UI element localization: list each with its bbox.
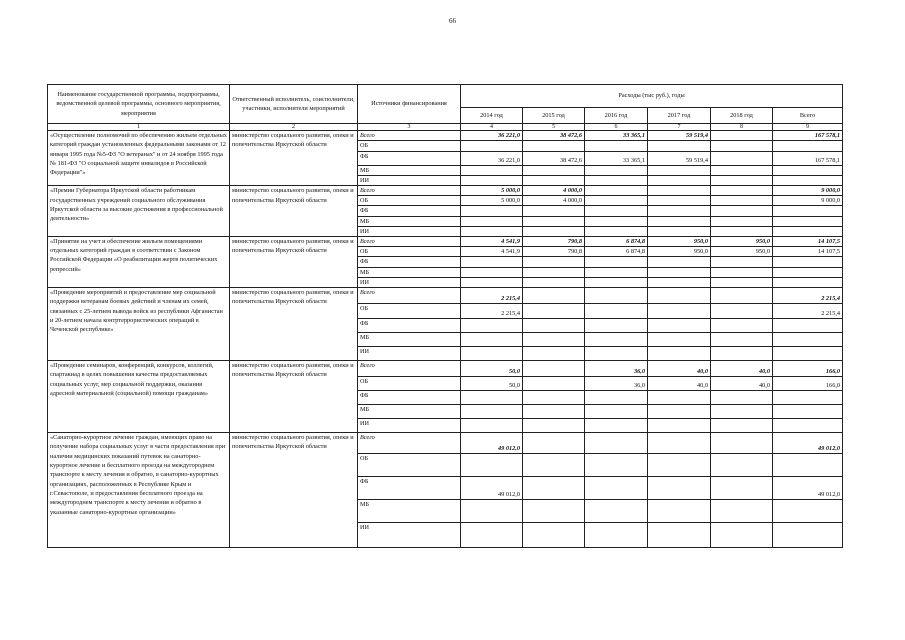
total-cell bbox=[773, 141, 843, 152]
amount-cell bbox=[648, 405, 711, 419]
amount-cell bbox=[585, 391, 648, 405]
table-row bbox=[48, 433, 843, 454]
amount-cell bbox=[648, 288, 711, 304]
amount-cell bbox=[711, 256, 773, 267]
total-cell: 166,0 bbox=[773, 361, 843, 377]
amount-cell bbox=[461, 278, 523, 288]
executor: министерство социального развития, опеки и попечительства Иркутской области bbox=[230, 131, 358, 186]
total-cell: 49 012,0 bbox=[773, 477, 843, 500]
amount-cell bbox=[711, 176, 773, 186]
funding-source: ИИ bbox=[358, 523, 461, 548]
amount-cell: 950,0 bbox=[711, 246, 773, 256]
amount-cell: 4 541,9 bbox=[461, 236, 523, 246]
total-cell bbox=[773, 278, 843, 288]
header-total: Всего bbox=[773, 108, 843, 124]
amount-cell: 4 000,0 bbox=[523, 196, 585, 206]
amount-cell: 33 365,1 bbox=[585, 152, 648, 166]
amount-cell bbox=[648, 176, 711, 186]
amount-cell bbox=[648, 391, 711, 405]
program-name: «Премии Губернатора Иркутской области работникам государственных учреждений социального обслуживания Иркутской области за высокие достижения в профессиональной деятельности» bbox=[48, 186, 230, 236]
amount-cell bbox=[711, 347, 773, 361]
amount-cell bbox=[648, 256, 711, 267]
amount-cell bbox=[648, 319, 711, 333]
funding-source: ФБ bbox=[358, 256, 461, 267]
amount-cell bbox=[461, 347, 523, 361]
total-cell: 167 578,1 bbox=[773, 131, 843, 141]
funding-source: ИИ bbox=[358, 226, 461, 236]
amount-cell bbox=[711, 319, 773, 333]
expenditure-table bbox=[47, 84, 843, 548]
program-name: «Осуществление полномочий по обеспечению жильем отдельных категорий граждан установленных федеральными законами от 12 января 1995 года №5-ФЗ "О ветеранах" и от 24 ноября 1995 года № 181-ФЗ "О социальной защите инвалидов в Российской Федерации"» bbox=[48, 131, 230, 186]
header-executor: Ответственный исполнитель, соисполнители, участники, исполнители мероприятий bbox=[230, 85, 358, 124]
header-year: 2016 год bbox=[585, 108, 648, 124]
funding-source: ОБ bbox=[358, 377, 461, 391]
funding-source: МБ bbox=[358, 405, 461, 419]
funding-source: Всего bbox=[358, 186, 461, 196]
funding-source: МБ bbox=[358, 166, 461, 176]
amount-cell bbox=[711, 333, 773, 347]
amount-cell bbox=[523, 500, 585, 523]
amount-cell bbox=[711, 152, 773, 166]
amount-cell bbox=[523, 226, 585, 236]
column-number: 4 bbox=[461, 124, 523, 131]
total-cell bbox=[773, 267, 843, 277]
amount-cell bbox=[585, 256, 648, 267]
table-row bbox=[48, 288, 843, 304]
amount-cell bbox=[711, 500, 773, 523]
total-cell bbox=[773, 347, 843, 361]
amount-cell bbox=[585, 278, 648, 288]
amount-cell bbox=[523, 206, 585, 216]
amount-cell bbox=[585, 267, 648, 277]
amount-cell bbox=[711, 304, 773, 319]
total-cell bbox=[773, 454, 843, 477]
total-cell bbox=[773, 405, 843, 419]
amount-cell bbox=[523, 419, 585, 433]
amount-cell bbox=[648, 206, 711, 216]
amount-cell bbox=[648, 278, 711, 288]
total-cell bbox=[773, 500, 843, 523]
total-cell bbox=[773, 256, 843, 267]
amount-cell bbox=[585, 216, 648, 226]
amount-cell bbox=[461, 500, 523, 523]
amount-cell: 950,0 bbox=[711, 236, 773, 246]
amount-cell: 950,0 bbox=[648, 246, 711, 256]
program-name: «Проведение мероприятий и предоставление мер социальной поддержки ветеранам боевых действий и членам их семей, связанных с 25-летием вывода войск из республики Афганистан и 20-летием начала контртеррористических операций в Чеченской республике» bbox=[48, 288, 230, 361]
amount-cell bbox=[523, 304, 585, 319]
total-cell: 14 107,5 bbox=[773, 236, 843, 246]
executor: министерство социального развития, опеки и попечительства Иркутской области bbox=[230, 433, 358, 548]
amount-cell bbox=[711, 288, 773, 304]
amount-cell bbox=[523, 347, 585, 361]
amount-cell bbox=[523, 433, 585, 454]
column-number: 1 bbox=[48, 124, 230, 131]
funding-source: ФБ bbox=[358, 206, 461, 216]
total-cell: 9 000,0 bbox=[773, 196, 843, 206]
funding-source: Всего bbox=[358, 288, 461, 304]
amount-cell: 5 000,0 bbox=[461, 186, 523, 196]
amount-cell bbox=[648, 419, 711, 433]
amount-cell bbox=[461, 454, 523, 477]
total-cell bbox=[773, 319, 843, 333]
table-row bbox=[48, 131, 843, 141]
amount-cell bbox=[648, 454, 711, 477]
total-cell bbox=[773, 391, 843, 405]
amount-cell bbox=[585, 454, 648, 477]
amount-cell bbox=[461, 333, 523, 347]
amount-cell: 38 472,6 bbox=[523, 152, 585, 166]
header-funding-source: Источники финансирования bbox=[358, 85, 461, 124]
amount-cell: 5 000,0 bbox=[461, 196, 523, 206]
funding-source: ОБ bbox=[358, 246, 461, 256]
amount-cell: 40,0 bbox=[648, 361, 711, 377]
amount-cell bbox=[648, 523, 711, 548]
amount-cell bbox=[461, 391, 523, 405]
amount-cell bbox=[585, 319, 648, 333]
funding-source: Всего bbox=[358, 236, 461, 246]
total-cell: 9 000,0 bbox=[773, 186, 843, 196]
amount-cell: 50,0 bbox=[461, 361, 523, 377]
amount-cell bbox=[648, 267, 711, 277]
amount-cell: 40,0 bbox=[648, 377, 711, 391]
total-cell: 166,0 bbox=[773, 377, 843, 391]
amount-cell bbox=[461, 141, 523, 152]
funding-source: МБ bbox=[358, 216, 461, 226]
table-body bbox=[48, 131, 843, 548]
amount-cell bbox=[523, 454, 585, 477]
amount-cell bbox=[648, 304, 711, 319]
column-number: 5 bbox=[523, 124, 585, 131]
program-name: «Принятие на учет и обеспечение жильем помещениями отдельных категорий граждан в соответствии с Законом Российской Федерации «О реабилитации жертв политических репрессий» bbox=[48, 236, 230, 287]
amount-cell bbox=[585, 477, 648, 500]
executor: министерство социального развития, опеки и попечительства Иркутской области bbox=[230, 361, 358, 433]
executor: министерство социального развития, опеки и попечительства Иркутской области bbox=[230, 288, 358, 361]
amount-cell: 40,0 bbox=[711, 377, 773, 391]
amount-cell: 2 215,4 bbox=[461, 288, 523, 304]
amount-cell bbox=[648, 477, 711, 500]
amount-cell bbox=[711, 405, 773, 419]
amount-cell bbox=[461, 267, 523, 277]
total-cell: 167 578,1 bbox=[773, 152, 843, 166]
amount-cell bbox=[461, 176, 523, 186]
amount-cell bbox=[711, 391, 773, 405]
amount-cell bbox=[585, 166, 648, 176]
program-name: «Санаторно-курортное лечение граждан, имеющих право на получение набора социальных услуг в части предоставления при наличии медицинских показаний путевок на санаторно-курортное лечение и бесплатного проезда на междугороднем транспорте к месту лечения и обратно, в санаторно-курортных организациях, расположенных в Республике Крым и г.Севастополе, и предоставления бесплатного проезда на междугороднем транспорте к месту лечения и обратно в указанные санаторно-курортные организации» bbox=[48, 433, 230, 548]
header-year: 2015 год bbox=[523, 108, 585, 124]
amount-cell: 36 221,0 bbox=[461, 131, 523, 141]
amount-cell bbox=[461, 226, 523, 236]
funding-source: ОБ bbox=[358, 141, 461, 152]
funding-source: ИИ bbox=[358, 176, 461, 186]
amount-cell: 36 221,0 bbox=[461, 152, 523, 166]
table-row bbox=[48, 186, 843, 196]
amount-cell: 59 519,4 bbox=[648, 152, 711, 166]
amount-cell bbox=[523, 405, 585, 419]
amount-cell bbox=[648, 347, 711, 361]
total-cell bbox=[773, 206, 843, 216]
amount-cell bbox=[461, 405, 523, 419]
amount-cell bbox=[711, 186, 773, 196]
amount-cell bbox=[648, 333, 711, 347]
amount-cell: 2 215,4 bbox=[461, 304, 523, 319]
amount-cell bbox=[523, 176, 585, 186]
amount-cell bbox=[648, 216, 711, 226]
total-cell bbox=[773, 226, 843, 236]
amount-cell bbox=[585, 405, 648, 419]
amount-cell: 50,0 bbox=[461, 377, 523, 391]
total-cell: 2 215,4 bbox=[773, 304, 843, 319]
header-year: 2017 год bbox=[648, 108, 711, 124]
executor: министерство социального развития, опеки и попечительства Иркутской области bbox=[230, 186, 358, 236]
amount-cell bbox=[461, 319, 523, 333]
funding-source: ФБ bbox=[358, 391, 461, 405]
amount-cell bbox=[523, 361, 585, 377]
amount-cell bbox=[585, 419, 648, 433]
amount-cell: 790,8 bbox=[523, 246, 585, 256]
amount-cell bbox=[711, 196, 773, 206]
amount-cell bbox=[461, 419, 523, 433]
amount-cell bbox=[523, 319, 585, 333]
amount-cell: 36,0 bbox=[585, 361, 648, 377]
funding-source: ОБ bbox=[358, 304, 461, 319]
funding-source: ИИ bbox=[358, 347, 461, 361]
amount-cell bbox=[648, 226, 711, 236]
amount-cell bbox=[585, 523, 648, 548]
amount-cell bbox=[711, 206, 773, 216]
funding-source: ОБ bbox=[358, 196, 461, 206]
amount-cell bbox=[711, 278, 773, 288]
total-cell bbox=[773, 216, 843, 226]
total-cell bbox=[773, 176, 843, 186]
amount-cell bbox=[711, 477, 773, 500]
funding-source: ФБ bbox=[358, 319, 461, 333]
amount-cell bbox=[523, 523, 585, 548]
amount-cell bbox=[648, 500, 711, 523]
total-cell bbox=[773, 166, 843, 176]
amount-cell: 33 365,1 bbox=[585, 131, 648, 141]
amount-cell: 6 874,8 bbox=[585, 236, 648, 246]
executor: министерство социального развития, опеки и попечительства Иркутской области bbox=[230, 236, 358, 287]
amount-cell bbox=[523, 166, 585, 176]
amount-cell bbox=[585, 206, 648, 216]
column-number: 8 bbox=[711, 124, 773, 131]
funding-source: МБ bbox=[358, 267, 461, 277]
header-year: 2014 год bbox=[461, 108, 523, 124]
funding-source: ОБ bbox=[358, 454, 461, 477]
amount-cell bbox=[523, 256, 585, 267]
amount-cell bbox=[523, 477, 585, 500]
column-number: 6 bbox=[585, 124, 648, 131]
amount-cell bbox=[711, 166, 773, 176]
amount-cell bbox=[585, 333, 648, 347]
amount-cell bbox=[585, 433, 648, 454]
table-row bbox=[48, 361, 843, 377]
amount-cell bbox=[648, 433, 711, 454]
funding-source: Всего bbox=[358, 433, 461, 454]
program-name: «Проведение семинаров, конференций, конкурсов, коллегий, спартакиад в целях повышения качества предоставляемых социальных услуг, мер социальной поддержки, оказания адресной материальной (социальной) помощи гражданам» bbox=[48, 361, 230, 433]
amount-cell bbox=[711, 131, 773, 141]
column-number: 9 bbox=[773, 124, 843, 131]
amount-cell bbox=[461, 523, 523, 548]
amount-cell: 40,0 bbox=[711, 361, 773, 377]
funding-source: Всего bbox=[358, 361, 461, 377]
amount-cell bbox=[648, 141, 711, 152]
amount-cell bbox=[711, 454, 773, 477]
funding-source: ИИ bbox=[358, 419, 461, 433]
amount-cell bbox=[648, 196, 711, 206]
amount-cell: 36,0 bbox=[585, 377, 648, 391]
total-cell bbox=[773, 333, 843, 347]
amount-cell bbox=[711, 419, 773, 433]
amount-cell: 38 472,6 bbox=[523, 131, 585, 141]
header-program-name: Наименование государственной программы, подпрограммы, ведомственной целевой программы, основного мероприятия, мероприятия bbox=[48, 85, 230, 124]
amount-cell bbox=[461, 206, 523, 216]
amount-cell bbox=[648, 186, 711, 196]
header-expenses: Расходы (тыс руб.), годы bbox=[461, 85, 843, 108]
amount-cell bbox=[585, 176, 648, 186]
amount-cell bbox=[711, 433, 773, 454]
amount-cell: 4 541,9 bbox=[461, 246, 523, 256]
header-year: 2018 год bbox=[711, 108, 773, 124]
page-number: 66 bbox=[449, 17, 456, 25]
funding-source: Всего bbox=[358, 131, 461, 141]
column-number: 2 bbox=[230, 124, 358, 131]
amount-cell bbox=[461, 256, 523, 267]
amount-cell bbox=[461, 216, 523, 226]
total-cell bbox=[773, 523, 843, 548]
amount-cell bbox=[523, 288, 585, 304]
funding-source: ФБ bbox=[358, 152, 461, 166]
amount-cell: 4 000,0 bbox=[523, 186, 585, 196]
amount-cell: 59 519,4 bbox=[648, 131, 711, 141]
funding-source: МБ bbox=[358, 500, 461, 523]
amount-cell: 49 012,0 bbox=[461, 433, 523, 454]
funding-source: ФБ bbox=[358, 477, 461, 500]
amount-cell bbox=[585, 304, 648, 319]
amount-cell bbox=[585, 186, 648, 196]
funding-source: ИИ bbox=[358, 278, 461, 288]
amount-cell bbox=[523, 333, 585, 347]
total-cell: 49 012,0 bbox=[773, 433, 843, 454]
amount-cell bbox=[585, 141, 648, 152]
amount-cell bbox=[585, 347, 648, 361]
funding-source: МБ bbox=[358, 333, 461, 347]
amount-cell: 49 012,0 bbox=[461, 477, 523, 500]
column-number: 3 bbox=[358, 124, 461, 131]
amount-cell bbox=[523, 278, 585, 288]
amount-cell bbox=[711, 216, 773, 226]
amount-cell: 790,8 bbox=[523, 236, 585, 246]
amount-cell bbox=[523, 267, 585, 277]
amount-cell bbox=[523, 141, 585, 152]
amount-cell bbox=[585, 226, 648, 236]
amount-cell: 950,0 bbox=[648, 236, 711, 246]
amount-cell bbox=[711, 267, 773, 277]
total-cell: 14 107,5 bbox=[773, 246, 843, 256]
amount-cell bbox=[523, 377, 585, 391]
total-cell: 2 215,4 bbox=[773, 288, 843, 304]
amount-cell bbox=[648, 166, 711, 176]
amount-cell: 6 874,8 bbox=[585, 246, 648, 256]
amount-cell bbox=[711, 523, 773, 548]
total-cell bbox=[773, 419, 843, 433]
amount-cell bbox=[711, 141, 773, 152]
amount-cell bbox=[461, 166, 523, 176]
column-number: 7 bbox=[648, 124, 711, 131]
amount-cell bbox=[585, 196, 648, 206]
amount-cell bbox=[585, 500, 648, 523]
amount-cell bbox=[523, 391, 585, 405]
amount-cell bbox=[711, 226, 773, 236]
amount-cell bbox=[523, 216, 585, 226]
table-row bbox=[48, 236, 843, 246]
amount-cell bbox=[585, 288, 648, 304]
